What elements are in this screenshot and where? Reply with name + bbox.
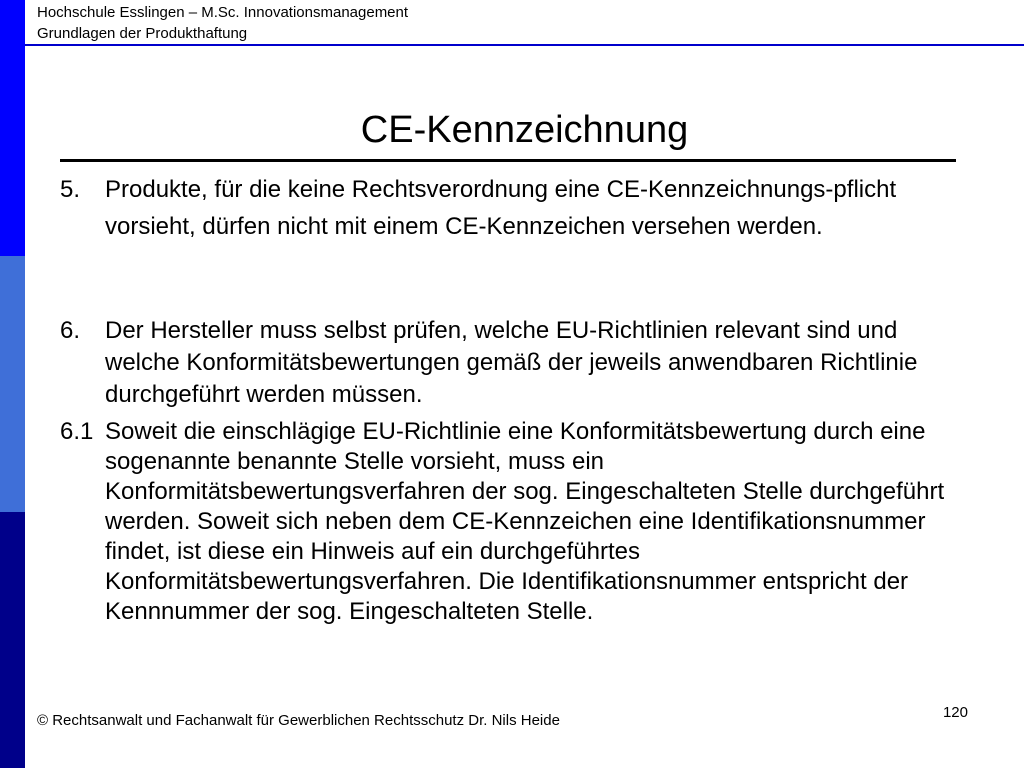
list-item-text: Der Hersteller muss selbst prüfen, welche EU-Richtlinien relevant sind und welche Konformitätsbewertungen gemäß der jeweils anwendbaren Richtlinie durchgeführt werden müssen. [105,317,918,408]
left-accent-bar-middle [0,256,25,512]
list-item-number: 6.1 [60,418,94,445]
header-institution: Hochschule Esslingen – M.Sc. Innovationsmanagement [37,4,409,21]
slide-title: CE-Kennzeichnung [360,109,689,151]
list-item-text: Produkte, für die keine Rechtsverordnung eine CE-Kennzeichnungs-pflicht vorsieht, dürfen nicht mit einem CE-Kennzeichen versehen werden. [105,176,897,240]
list-item-number: 6. [60,317,81,344]
footer-copyright: © Rechtsanwalt und Fachanwalt für Gewerblichen Rechtsschutz Dr. Nils Heide [37,712,560,729]
left-accent-bar-bottom [0,512,25,768]
left-accent-bar-top [0,0,25,256]
list-item-text: Soweit die einschlägige EU-Richtlinie eine Konformitätsbewertung durch eine sogenannte benannte Stelle vorsieht, muss ein Konformitätsbewertungsverfahren der sog. Eingeschalteten Stelle durchgeführt werden. Soweit sich neben dem CE-Kennzeichen eine Identifikationsnummer findet, ist diese ein Hinweis auf ein durchgeführtes Konformitätsbewertungsverfahren. Die Identifikationsnummer entspricht der Kennnummer der sog. Eingeschalteten Stelle. [105,418,945,625]
list-item-number: 5. [60,176,81,203]
page-number: 120 [942,704,968,721]
list-item [60,417,970,627]
list-item [60,315,970,411]
header-divider [25,44,1024,46]
header-course: Grundlagen der Produkthaftung [37,25,248,42]
title-underline [60,159,956,162]
list-item [60,171,970,245]
